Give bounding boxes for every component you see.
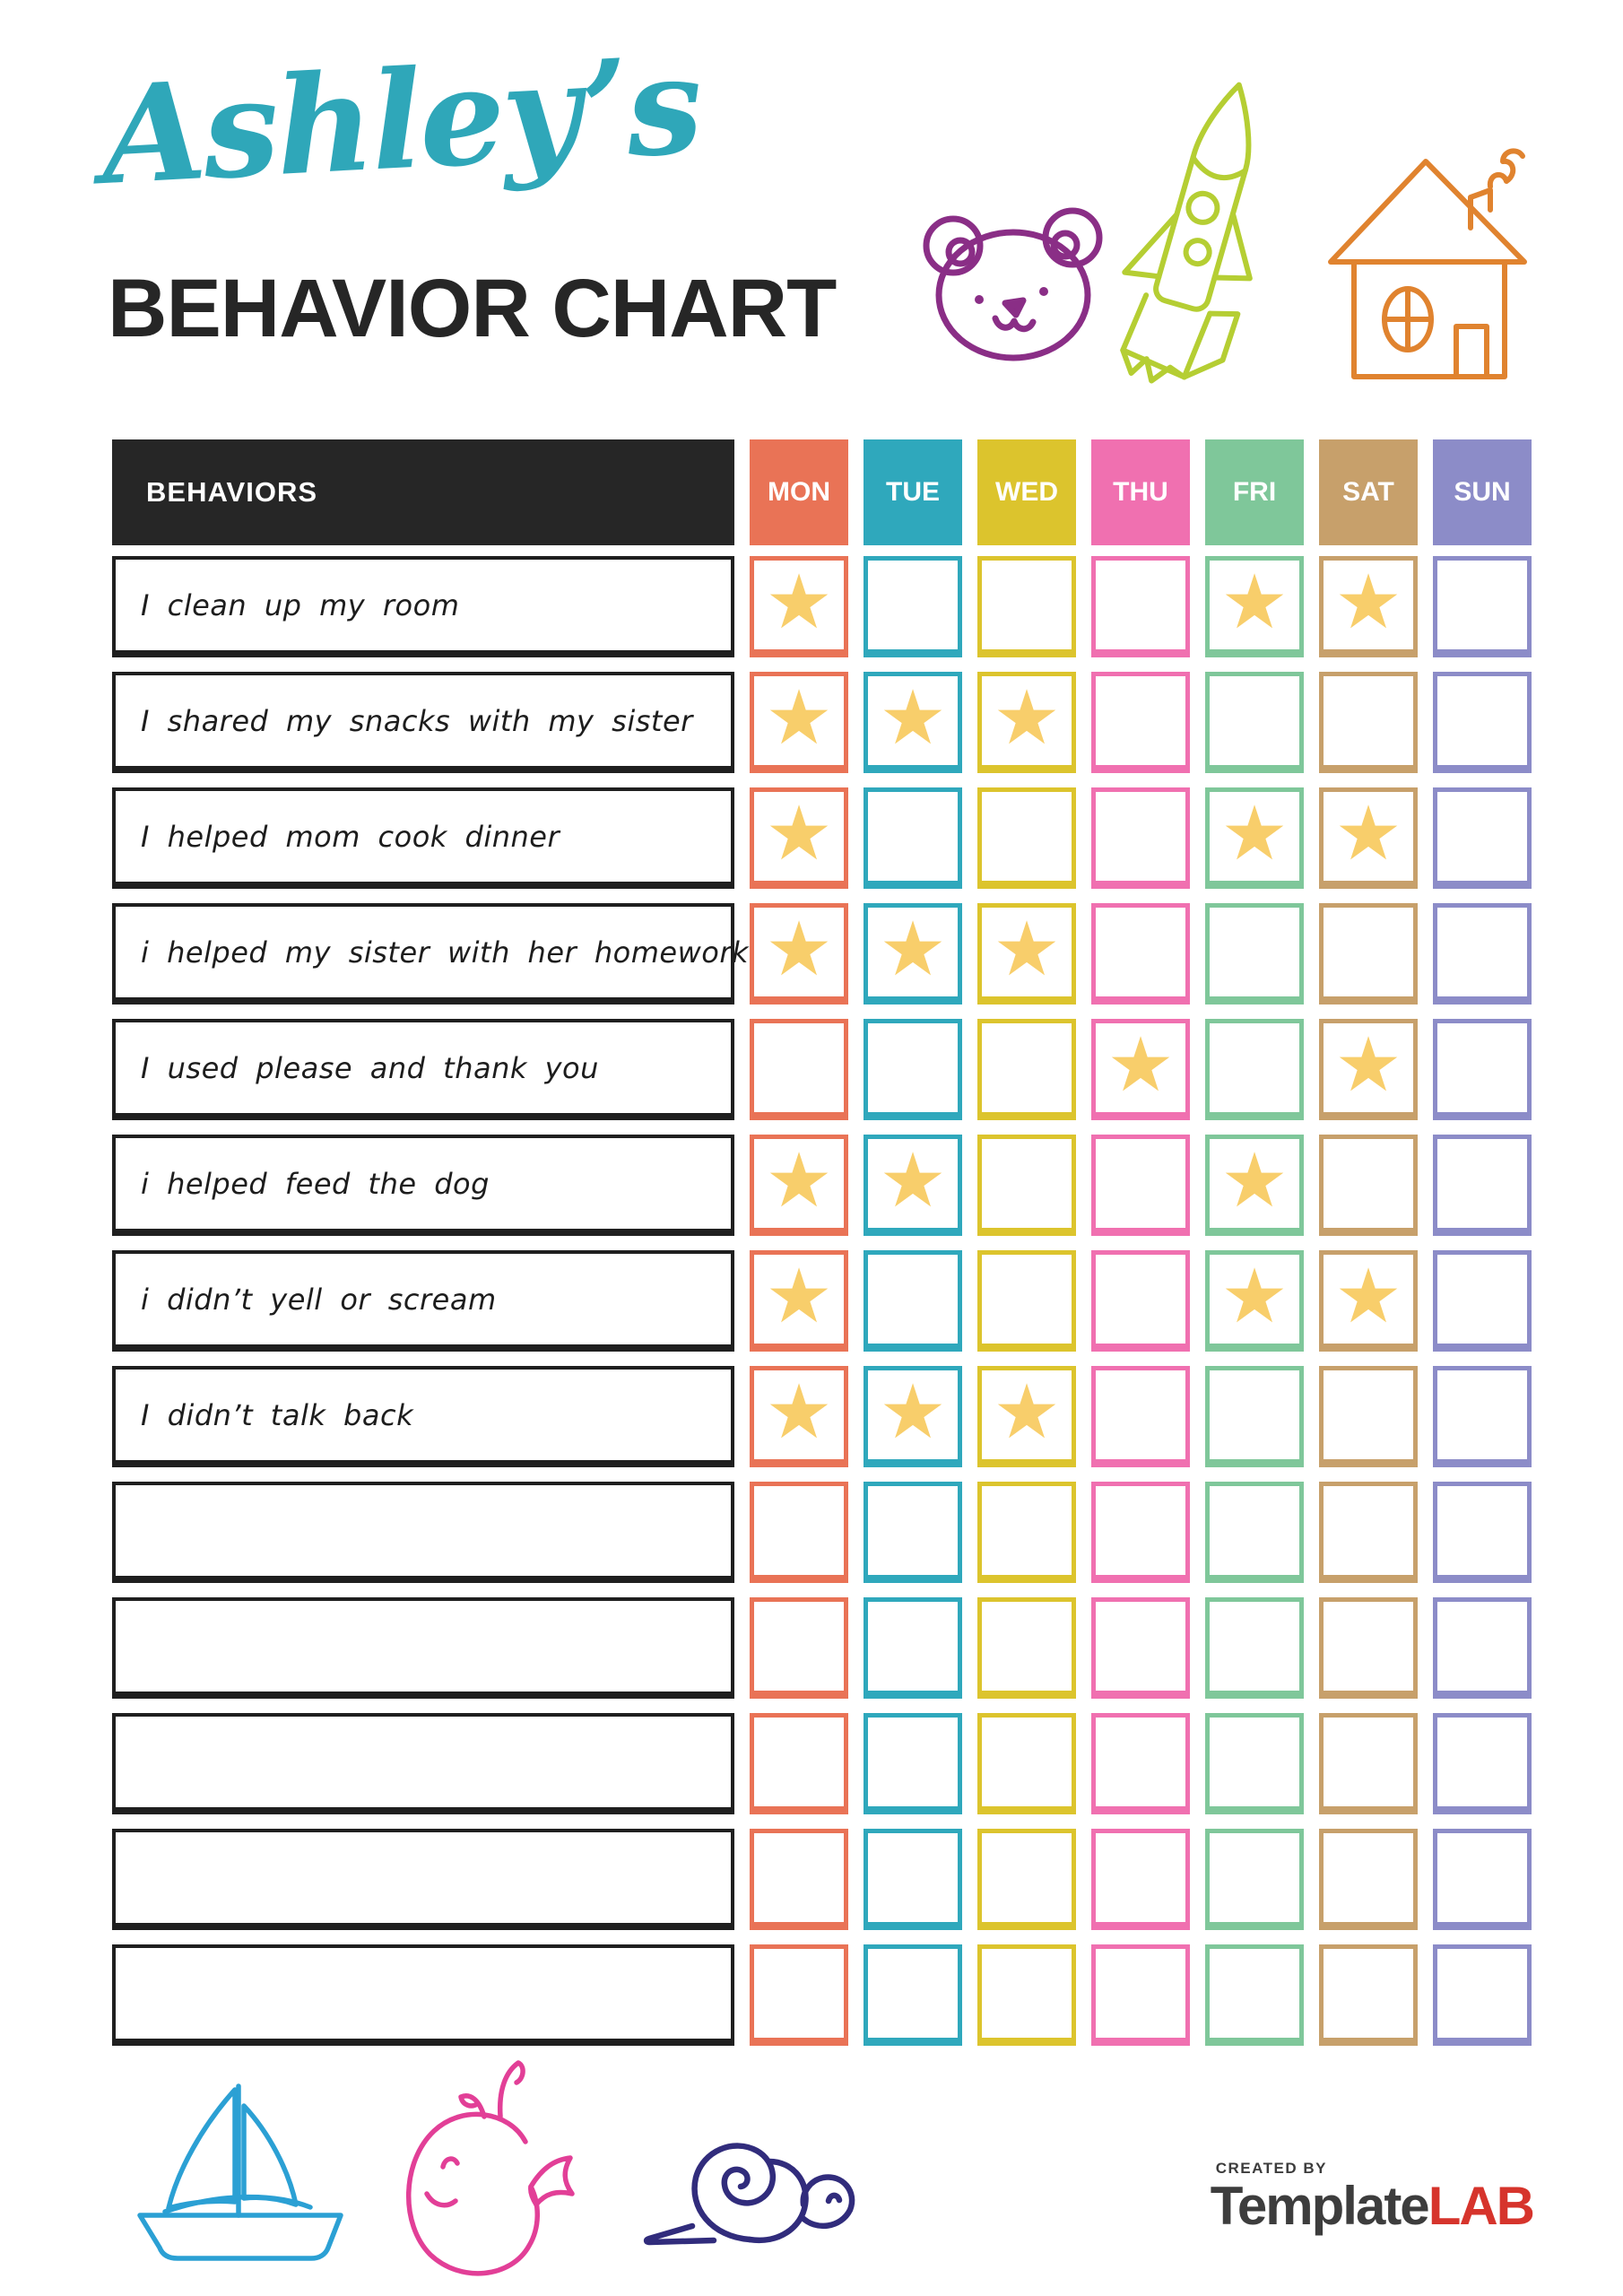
day-cell-sat	[1319, 1713, 1418, 1814]
behavior-row	[112, 1597, 1532, 1699]
behavior-label: I helped mom cook dinner	[112, 787, 734, 889]
star-icon: ★	[765, 906, 833, 991]
day-cell-mon	[750, 1019, 848, 1120]
day-cell-mon	[750, 1829, 848, 1930]
day-cell-tue	[864, 1597, 962, 1699]
behavior-row	[112, 787, 1532, 889]
day-cell-sat	[1319, 1366, 1418, 1467]
day-cell-wed	[977, 1482, 1076, 1583]
day-cell-fri	[1205, 1944, 1304, 2046]
table-body	[112, 556, 1532, 2046]
day-cell-wed	[977, 1250, 1076, 1352]
day-cell-sat	[1319, 556, 1418, 657]
star-icon: ★	[765, 559, 833, 644]
day-cell-fri	[1205, 1597, 1304, 1699]
rocket-doodle-icon	[1119, 74, 1312, 407]
day-cell-thu	[1091, 1019, 1190, 1120]
day-cell-thu	[1091, 903, 1190, 1004]
star-icon: ★	[1334, 559, 1402, 644]
day-cell-tue	[864, 556, 962, 657]
day-cell-sun	[1433, 1135, 1532, 1236]
star-icon: ★	[993, 674, 1061, 760]
day-cell-mon	[750, 1366, 848, 1467]
day-cell-thu	[1091, 787, 1190, 889]
child-name: Ashley’s	[97, 26, 704, 216]
behavior-label: i didn’t yell or scream	[112, 1250, 734, 1352]
table-header-row	[112, 439, 1532, 545]
day-cell-thu	[1091, 1366, 1190, 1467]
day-cell-mon	[750, 1482, 848, 1583]
day-cell-mon	[750, 556, 848, 657]
behavior-label: i helped my sister with her homework	[112, 903, 734, 1004]
day-cell-wed	[977, 1829, 1076, 1930]
day-header-tue: TUE	[864, 439, 962, 545]
star-icon: ★	[993, 906, 1061, 991]
day-cell-wed	[977, 672, 1076, 773]
whale-doodle-icon	[384, 2052, 595, 2290]
day-cell-sat	[1319, 1482, 1418, 1583]
behavior-label	[112, 1597, 734, 1699]
day-cell-wed	[977, 1713, 1076, 1814]
day-cell-fri	[1205, 1366, 1304, 1467]
star-icon: ★	[1334, 790, 1402, 875]
day-cell-sun	[1433, 672, 1532, 773]
day-cell-thu	[1091, 1944, 1190, 2046]
day-cell-sat	[1319, 1250, 1418, 1352]
behavior-row	[112, 1135, 1532, 1236]
day-cell-mon	[750, 1713, 848, 1814]
day-cell-sun	[1433, 1597, 1532, 1699]
day-cell-fri	[1205, 1829, 1304, 1930]
templatelab-logo	[1211, 2160, 1533, 2234]
day-cell-tue	[864, 1250, 962, 1352]
star-icon: ★	[1220, 559, 1289, 644]
behavior-row	[112, 1829, 1532, 1930]
behavior-label	[112, 1944, 734, 2046]
star-icon: ★	[765, 790, 833, 875]
behavior-row	[112, 903, 1532, 1004]
behaviors-column-header: BEHAVIORS	[112, 439, 734, 545]
day-cell-sat	[1319, 1597, 1418, 1699]
day-cell-mon	[750, 787, 848, 889]
star-icon: ★	[879, 674, 947, 760]
day-header-sun: SUN	[1433, 439, 1532, 545]
day-cell-tue	[864, 1829, 962, 1930]
day-cell-sun	[1433, 903, 1532, 1004]
day-cell-wed	[977, 1366, 1076, 1467]
day-cell-tue	[864, 1713, 962, 1814]
day-cell-fri	[1205, 1250, 1304, 1352]
star-icon: ★	[879, 906, 947, 991]
day-cell-tue	[864, 787, 962, 889]
star-icon: ★	[1107, 1022, 1175, 1107]
day-header-sat: SAT	[1319, 439, 1418, 545]
day-cell-sun	[1433, 1944, 1532, 2046]
day-cell-sun	[1433, 556, 1532, 657]
day-cell-sat	[1319, 903, 1418, 1004]
day-cell-wed	[977, 903, 1076, 1004]
page-title: BEHAVIOR CHART	[108, 263, 837, 354]
star-icon: ★	[765, 674, 833, 760]
day-cell-sat	[1319, 1019, 1418, 1120]
day-cell-thu	[1091, 556, 1190, 657]
star-icon: ★	[765, 1137, 833, 1222]
star-icon: ★	[879, 1137, 947, 1222]
snail-doodle-icon	[626, 2118, 877, 2257]
created-by-label: CREATED BY	[1215, 2160, 1327, 2177]
day-cell-thu	[1091, 1829, 1190, 1930]
brand-name	[1211, 2178, 1533, 2234]
day-cell-tue	[864, 1482, 962, 1583]
day-cell-mon	[750, 903, 848, 1004]
day-header-thu: THU	[1091, 439, 1190, 545]
day-cell-wed	[977, 1135, 1076, 1236]
house-doodle-icon	[1320, 145, 1535, 398]
star-icon: ★	[765, 1253, 833, 1338]
day-cell-fri	[1205, 672, 1304, 773]
day-cell-wed	[977, 1944, 1076, 2046]
day-cell-mon	[750, 1944, 848, 2046]
day-cell-thu	[1091, 1250, 1190, 1352]
star-icon: ★	[1220, 1253, 1289, 1338]
day-cell-fri	[1205, 1019, 1304, 1120]
day-cell-wed	[977, 1019, 1076, 1120]
star-icon: ★	[879, 1369, 947, 1454]
day-cell-tue	[864, 1019, 962, 1120]
star-icon: ★	[765, 1369, 833, 1454]
behavior-row	[112, 1019, 1532, 1120]
behavior-label: i helped feed the dog	[112, 1135, 734, 1236]
day-cell-fri	[1205, 1482, 1304, 1583]
behavior-label: I shared my snacks with my sister	[112, 672, 734, 773]
star-icon: ★	[1220, 790, 1289, 875]
day-header-mon: MON	[750, 439, 848, 545]
day-cell-thu	[1091, 672, 1190, 773]
day-cell-sat	[1319, 1829, 1418, 1930]
star-icon: ★	[1220, 1137, 1289, 1222]
behavior-row	[112, 1713, 1532, 1814]
day-cell-mon	[750, 1250, 848, 1352]
day-cell-sun	[1433, 1482, 1532, 1583]
day-cell-thu	[1091, 1597, 1190, 1699]
day-cell-fri	[1205, 903, 1304, 1004]
day-cell-sat	[1319, 672, 1418, 773]
day-cell-fri	[1205, 1713, 1304, 1814]
day-cell-thu	[1091, 1713, 1190, 1814]
day-cell-tue	[864, 1135, 962, 1236]
star-icon: ★	[1334, 1022, 1402, 1107]
star-icon: ★	[993, 1369, 1061, 1454]
day-cell-sun	[1433, 1713, 1532, 1814]
behavior-label	[112, 1713, 734, 1814]
behavior-label	[112, 1829, 734, 1930]
behavior-label: I clean up my room	[112, 556, 734, 657]
behavior-label: I didn’t talk back	[112, 1366, 734, 1467]
sailboat-doodle-icon	[124, 2070, 357, 2272]
behavior-row	[112, 1366, 1532, 1467]
brand-red-text: LAB	[1428, 2176, 1533, 2236]
day-cell-sat	[1319, 1944, 1418, 2046]
day-cell-tue	[864, 903, 962, 1004]
day-cell-mon	[750, 1597, 848, 1699]
day-cell-sat	[1319, 1135, 1418, 1236]
day-cell-sun	[1433, 1250, 1532, 1352]
day-header-wed: WED	[977, 439, 1076, 545]
behavior-row	[112, 672, 1532, 773]
day-cell-fri	[1205, 1135, 1304, 1236]
day-cell-mon	[750, 1135, 848, 1236]
bear-doodle-icon	[913, 199, 1124, 365]
star-icon: ★	[1334, 1253, 1402, 1338]
day-cell-wed	[977, 1597, 1076, 1699]
day-header-fri: FRI	[1205, 439, 1304, 545]
behavior-row	[112, 1250, 1532, 1352]
day-cell-tue	[864, 1366, 962, 1467]
day-cell-mon	[750, 672, 848, 773]
day-cell-wed	[977, 556, 1076, 657]
day-cell-sun	[1433, 1366, 1532, 1467]
behavior-chart-table	[112, 439, 1532, 2060]
behavior-row	[112, 556, 1532, 657]
day-cell-sun	[1433, 787, 1532, 889]
day-cell-sun	[1433, 1829, 1532, 1930]
day-cell-sun	[1433, 1019, 1532, 1120]
behavior-row	[112, 1482, 1532, 1583]
day-cell-sat	[1319, 787, 1418, 889]
day-cell-wed	[977, 787, 1076, 889]
behavior-label	[112, 1482, 734, 1583]
behavior-row	[112, 1944, 1532, 2046]
behavior-label: I used please and thank you	[112, 1019, 734, 1120]
day-cell-tue	[864, 672, 962, 773]
day-cell-thu	[1091, 1135, 1190, 1236]
day-cell-fri	[1205, 787, 1304, 889]
brand-dark-text: Template	[1210, 2176, 1428, 2236]
day-cell-fri	[1205, 556, 1304, 657]
day-cell-tue	[864, 1944, 962, 2046]
day-cell-thu	[1091, 1482, 1190, 1583]
